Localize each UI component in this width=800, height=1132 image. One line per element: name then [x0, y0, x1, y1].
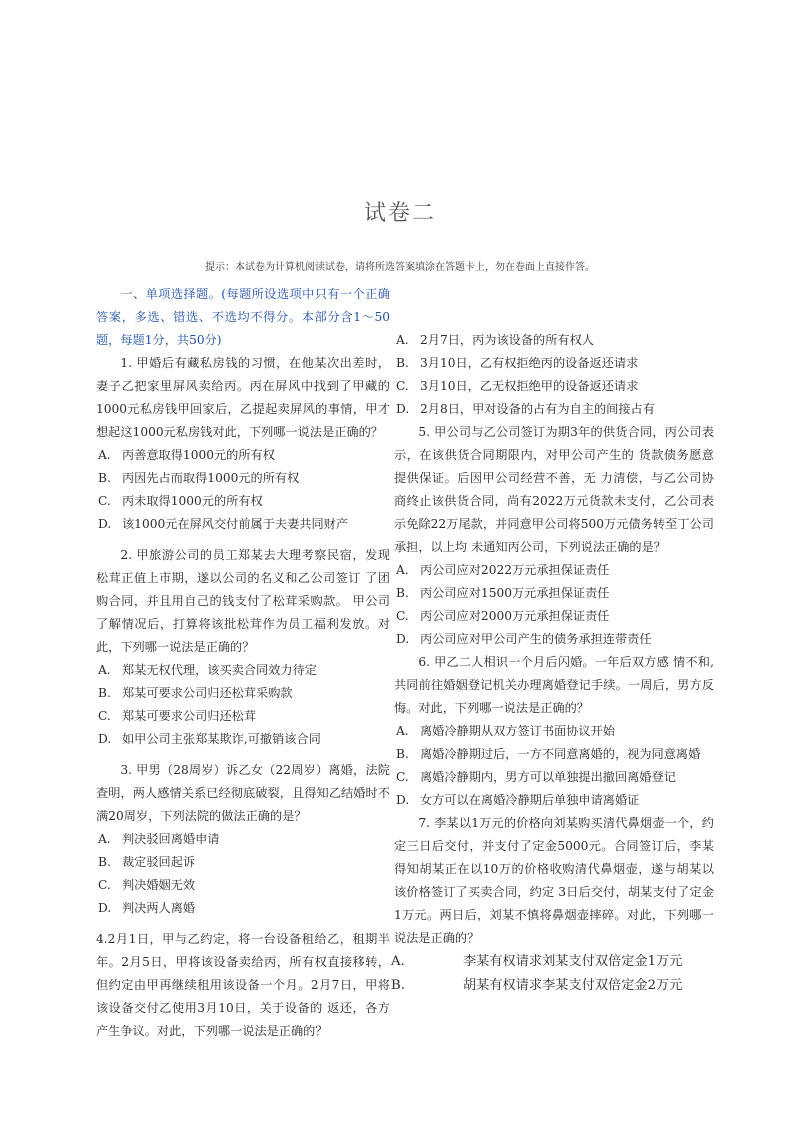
question-stem: 4.2月1日，甲与乙约定，将一台设备租给乙，租期半年。2月5日，甲将该设备卖给丙，所有权直接移转，但约定由甲再继续租用该设备一个月。2月7日，甲将该设备交付乙使用3月10日，关于设备的 返还，各方产生争议。对此，下列哪一说法是正确的？	[96, 932, 390, 1038]
question-3	[96, 759, 390, 920]
option-b[interactable]: B. 丙因先占而取得1000元的所有权	[98, 471, 300, 485]
option-a[interactable]: A. 丙公司应对2022万元承担保证责任	[396, 563, 610, 577]
right-column	[391, 283, 714, 998]
option-d[interactable]: D. 判决两人离婚	[98, 901, 196, 915]
question-stem: 1. 甲婚后有藏私房钱的习惯，在他某次出差时，妻子乙把家里屏风卖给丙。丙在屏风中找到了甲藏的1000元私房钱甲回家后，乙提起卖屏风的事情，甲才想起这1000元私房钱对此，下列哪一说法是正确的？	[96, 356, 390, 439]
question-1	[96, 352, 390, 536]
section-heading: 一、单项选择题。(每题所设选项中只有一个正确答案，多选、错选、不选均不得分。本部分含1～50题，每题1分，共50分)	[96, 287, 390, 347]
option-c[interactable]: C. 3月10日，乙无权拒绝甲的设备返还请求	[396, 379, 639, 393]
option-b[interactable]: B. 离婚冷静期过后，一方不同意离婚的，视为同意离婚	[396, 747, 701, 761]
option-b[interactable]: B. 丙公司应对1500万元承担保证责任	[396, 586, 610, 600]
option-b[interactable]: B. 3月10日，乙有权拒绝丙的设备返还请求	[396, 356, 639, 370]
option-c[interactable]: C. 郑某可要求公司归还松茸	[98, 709, 257, 723]
question-7	[391, 812, 714, 998]
option-c[interactable]: C. 丙公司应对2000万元承担保证责任	[396, 609, 610, 623]
option-c[interactable]: C. 离婚冷静期内，男方可以单独提出撤回离婚登记	[396, 770, 676, 784]
option-d[interactable]: D. 丙公司应对甲公司产生的债务承担连带责任	[396, 632, 652, 646]
question-stem: 3. 甲男（28周岁）诉乙女（22周岁）离婚，法院查明，两人感情关系已经彻底破裂，且得知乙结婚时不 满20周岁，下列法院的做法正确的是？	[96, 763, 390, 823]
option-d[interactable]: D. 2月8日，甲对设备的占有为自主的间接占有	[396, 402, 655, 416]
exam-hint: 提示：本试卷为计算机阅读试卷，请将所选答案填涂在答题卡上，勿在卷面上直接作答。	[205, 262, 595, 273]
question-4-options	[394, 329, 714, 421]
option-a[interactable]: A. 2月7日，丙为该设备的所有权人	[396, 333, 594, 347]
question-stem: 5. 甲公司与乙公司签订为期3年的供货合同，丙公司表示，在该供货合同期限内，对甲公司产生的 货款债务愿意提供保证。后因甲公司经营不善，无 力清偿，与乙公司协商终止该供货合同，尚有2022万元货款未支付，乙公司表示免除22万尾款，并同意甲公司将500万元债务转至丁公司承担，以上均 未通知丙公司，下列说法正确的是？	[394, 425, 714, 554]
question-stem: 7. 李某以1万元的价格向刘某购买清代鼻烟壶一个，约定三日后交付，并支付了定金5000元。合同签订后，李某得知胡某正在以10万的价格收购清代鼻烟壶，遂与胡某以该价格签订了买卖合同，约定 3日后交付，胡某支付了定金1万元。两日后，刘某不慎将鼻烟壶摔碎。对此，下列哪一说法是正确的？	[394, 816, 714, 945]
option-d[interactable]: D. 女方可以在离婚冷静期后单独申请离婚证	[396, 793, 640, 807]
option-a[interactable]: A. 郑某无权代理，该买卖合同效力待定	[98, 663, 317, 677]
question-5	[394, 421, 714, 651]
option-a[interactable]: A. 丙善意取得1000元的所有权	[98, 448, 275, 462]
exam-title: 试卷二	[363, 201, 436, 226]
option-a[interactable]: A. 判决驳回离婚申请	[98, 832, 220, 846]
option-a[interactable]: A. 离婚冷静期从双方签订书面协议开始	[396, 724, 615, 738]
option-b[interactable]: B. 郑某可要求公司归还松茸采购款	[98, 686, 293, 700]
question-stem: 2. 甲旅游公司的员工郑某去大理考察民宿，发现松茸正值上市期，遂以公司的名义和乙公司签订 了团购合同，并且用自己的钱支付了松茸采购款。 甲公司了解情况后，打算将该批松茸作为员工福利发放。对此，下列哪一说法是正确的？	[96, 548, 390, 654]
question-6	[394, 651, 714, 812]
question-stem: 6. 甲乙二人相识一个月后闪婚。一年后双方感 情不和,共同前往婚姻登记机关办理离婚登记手续。一周后，男方反悔。对此，下列哪一说法是正确的？	[394, 655, 714, 715]
option-d[interactable]: D. 该1000元在屏风交付前属于夫妻共同财产	[98, 517, 349, 531]
option-b[interactable]: B. 裁定驳回起诉	[98, 855, 196, 869]
question-4	[96, 928, 390, 1038]
question-2	[96, 544, 390, 751]
option-b[interactable]: B. 胡某有权请求李某支付双倍定金2万元	[391, 978, 683, 993]
option-d[interactable]: D. 如甲公司主张郑某欺诈,可撤销该合同	[98, 732, 321, 746]
option-c[interactable]: C. 丙未取得1000元的所有权	[98, 494, 263, 508]
option-c[interactable]: C. 判决婚姻无效	[98, 878, 196, 892]
option-a[interactable]: A. 李某有权请求刘某支付双倍定金1万元	[391, 954, 683, 969]
left-column	[96, 283, 390, 1038]
